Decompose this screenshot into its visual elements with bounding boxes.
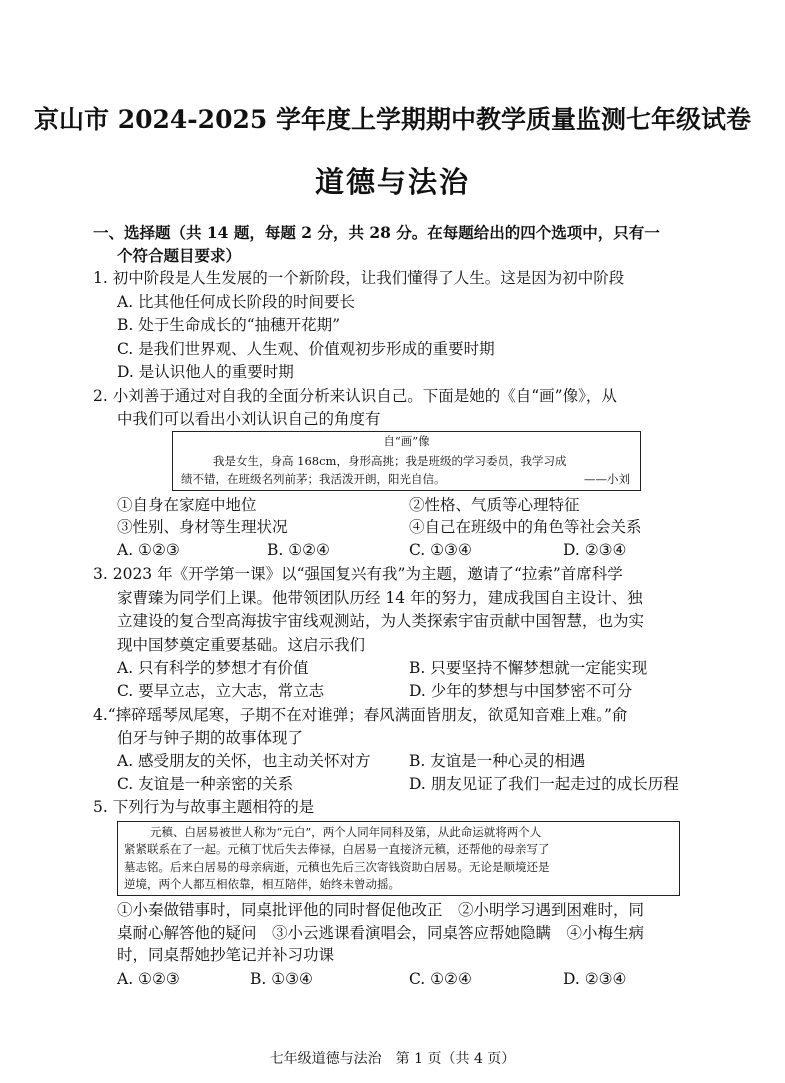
exam-title: 京山市 2024-2025 学年度上学期期中教学质量监测七年级试卷: [34, 105, 751, 134]
section-heading-cont: 个符合题目要求）: [117, 246, 242, 265]
q5-statements-line3: 时，同桌帮她抄笔记并补习功课: [117, 946, 335, 964]
section-heading: 一、选择题（共 14 题，每题 2 分，共 28 分。在每题给出的四个选项中，只有一: [93, 223, 660, 242]
q2-box-line1: 我是女生，身高 168cm，身形高挑；我是班级的学习委员，我学习成: [213, 454, 567, 468]
q3-option-c: C. 要早立志，立大志，常立志: [117, 682, 325, 700]
q5-box-line3: 墓志铭。后来白居易的母亲病逝，元稹也先后三次寄钱资助白居易。无论是顺境还是: [124, 860, 550, 874]
q5-story-box: [117, 821, 680, 896]
q4-option-d: D. 朋友见证了我们一起走过的成长历程: [409, 775, 679, 793]
q1-stem: 1. 初中阶段是人生发展的一个新阶段，让我们懂得了人生。这是因为初中阶段: [93, 269, 625, 287]
q2-box-signature: ——小刘: [584, 472, 630, 486]
q4-stem-cont: 伯牙与钟子期的故事体现了: [117, 729, 304, 747]
q5-statements-line2: 桌耐心解答他的疑问 ③小云逃课看演唱会，同桌答应帮她隐瞒 ④小梅生病: [117, 924, 645, 942]
q4-option-a: A. 感受朋友的关怀，也主动关怀对方: [117, 752, 371, 770]
q5-box-line4: 逆境，两个人都互相依靠，相互陪伴，始终未曾动摇。: [124, 877, 400, 891]
q1-option-d: D. 是认识他人的重要时期: [117, 363, 294, 381]
q5-option-c: C. ①②④: [409, 970, 472, 988]
q4-stem: 4.“摔碎瑶琴凤尾寒，子期不在对谁弹；春风满面皆朋友，欲觅知音难上难。”俞: [93, 706, 628, 724]
q2-box-title: 自“画”像: [383, 434, 430, 448]
q3-stem-cont3: 现中国梦奠定重要基础。这启示我们: [117, 636, 366, 654]
q2-stem: 2. 小刘善于通过对自我的全面分析来认识自己。下面是她的《自“画”像》，从: [93, 387, 617, 405]
q2-option-d: D. ②③④: [563, 541, 627, 559]
q2-option-c: C. ①③④: [409, 541, 472, 559]
q4-option-c: C. 友谊是一种亲密的关系: [117, 775, 294, 793]
q2-statement-1: ①自身在家庭中地位: [117, 496, 257, 514]
q3-option-d: D. 少年的梦想与中国梦密不可分: [409, 682, 633, 700]
q5-box-line1: 元稹、白居易被世人称为“元白”，两个人同年同科及第，从此命运就将两个人: [150, 825, 542, 839]
q3-stem-cont1: 家曹臻为同学们上课。他带领团队历经 14 年的努力，建成我国自主设计、独: [117, 589, 643, 607]
q1-option-c: C. 是我们世界观、人生观、价值观初步形成的重要时期: [117, 340, 495, 358]
q3-option-a: A. 只有科学的梦想才有价值: [117, 659, 309, 677]
q5-stem: 5. 下列行为与故事主题相符的是: [93, 798, 315, 816]
q1-option-b: B. 处于生命成长的“抽穗开花期”: [117, 316, 341, 334]
q2-statement-3: ③性别、身材等生理状况: [117, 518, 288, 536]
q5-statements-line1: ①小秦做错事时，同桌批评他的同时督促他改正 ②小明学习遇到困难时，同: [117, 901, 645, 919]
q3-stem-cont2: 立建设的复合型高海拔宇宙线观测站，为人类探索宇宙贡献中国智慧，也为实: [117, 612, 645, 630]
q5-option-b: B. ①③④: [250, 970, 313, 988]
q2-stem-cont: 中我们可以看出小刘认识自己的角度有: [117, 410, 381, 428]
q4-option-b: B. 友谊是一种心灵的相遇: [409, 752, 586, 770]
page-footer: 七年级道德与法治 第 1 页（共 4 页）: [269, 1051, 516, 1067]
q1-option-a: A. 比其他任何成长阶段的时间要长: [117, 293, 356, 311]
subject-title: 道德与法治: [314, 165, 470, 199]
q3-option-b: B. 只要坚持不懈梦想就一定能实现: [409, 659, 648, 677]
q2-box-line2: 绩不错，在班级名列前茅；我活泼开朗，阳光自信。: [181, 472, 446, 486]
q2-option-a: A. ①②③: [117, 541, 180, 559]
q2-option-b: B. ①②④: [267, 541, 330, 559]
q3-stem: 3. 2023 年《开学第一课》以“强国复兴有我”为主题，邀请了“拉索”首席科学: [93, 565, 623, 583]
q5-option-d: D. ②③④: [563, 970, 627, 988]
q2-statement-4: ④自己在班级中的角色等社会关系: [409, 518, 642, 536]
q2-quote-box: [172, 431, 641, 491]
q5-box-line2: 紧紧联系在了一起。元稹丁忧后失去俸禄，白居易一直接济元稹，还帮他的母亲写了: [124, 842, 550, 856]
q2-statement-2: ②性格、气质等心理特征: [409, 496, 580, 514]
q5-option-a: A. ①②③: [117, 970, 180, 988]
